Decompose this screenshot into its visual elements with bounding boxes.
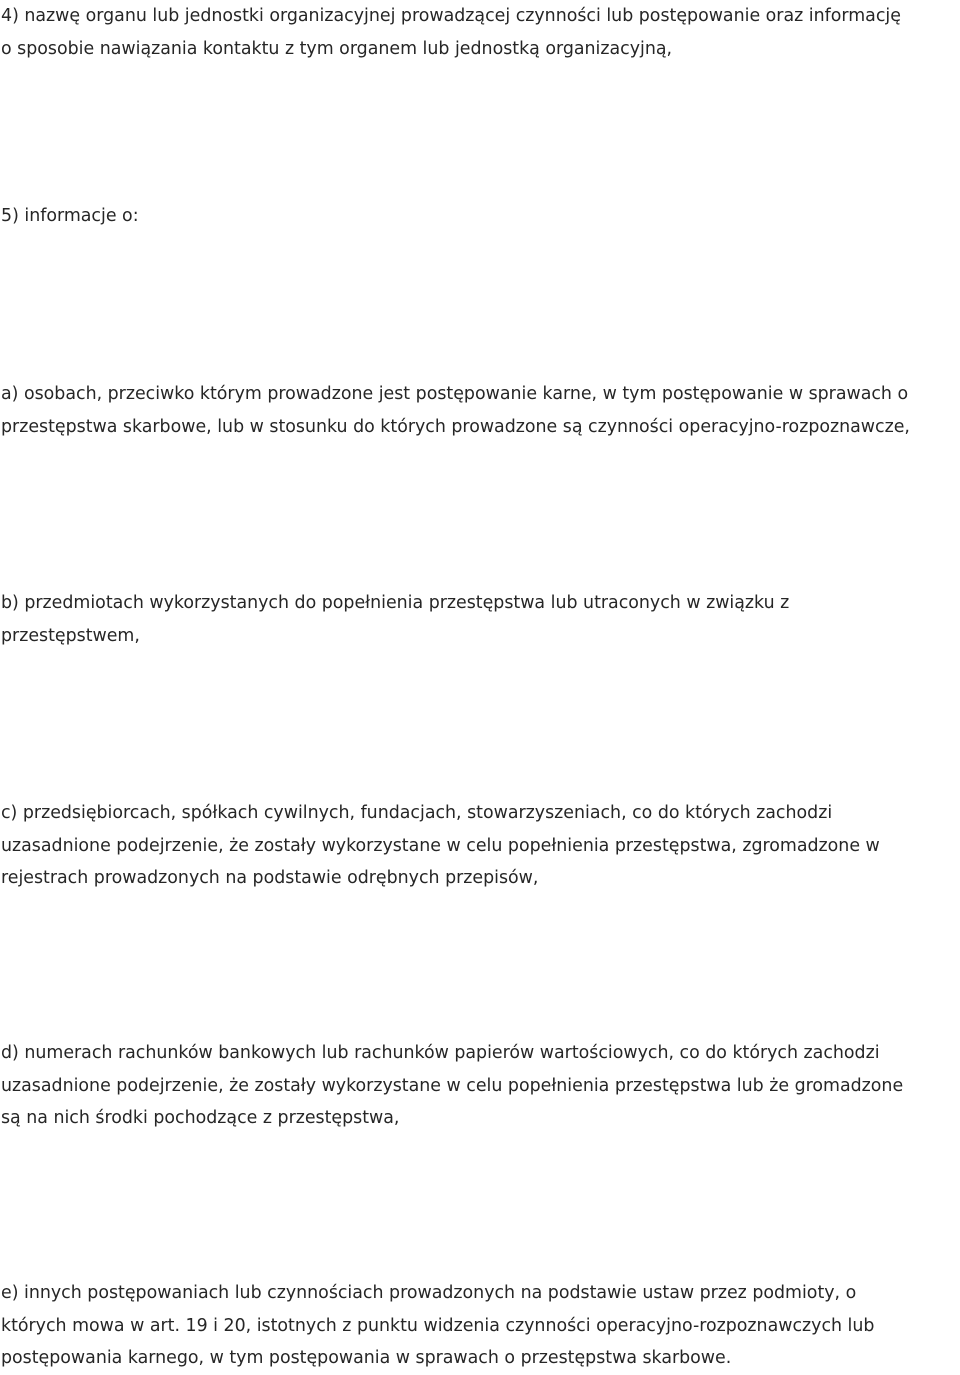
- text-line: rejestrach prowadzonych na podstawie odrębnych przepisów,: [1, 868, 539, 889]
- text-line: są na nich środki pochodzące z przestępstwa,: [1, 1108, 400, 1129]
- paragraph-item-4: [1, 0, 959, 65]
- paragraph-item-e: [1, 1277, 959, 1375]
- paragraph-item-c: [1, 797, 959, 895]
- paragraph-item-5: [1, 200, 959, 233]
- text-line: postępowania karnego, w tym postępowania w sprawach o przestępstwa skarbowe.: [1, 1348, 732, 1369]
- paragraph-item-d: [1, 1037, 959, 1135]
- text-line: b) przedmiotach wykorzystanych do popełnienia przestępstwa lub utraconych w związku z: [1, 593, 790, 613]
- text-line: uzasadnione podejrzenie, że zostały wykorzystane w celu popełnienia przestępstwa, zgromadzone w: [1, 835, 880, 856]
- text-line: 4) nazwę organu lub jednostki organizacyjnej prowadzącej czynności lub postępowanie oraz informację: [1, 6, 901, 26]
- text-line: c) przedsiębiorcach, spółkach cywilnych, fundacjach, stowarzyszeniach, co do których zachodzi: [1, 803, 833, 823]
- text-line: 5) informacje o:: [1, 206, 139, 226]
- text-line: e) innych postępowaniach lub czynnościach prowadzonych na podstawie ustaw przez podmioty, o: [1, 1283, 857, 1303]
- text-line: o sposobie nawiązania kontaktu z tym organem lub jednostką organizacyjną,: [1, 38, 673, 59]
- paragraph-item-a: [1, 378, 959, 443]
- text-line: przestępstwa skarbowe, lub w stosunku do których prowadzone są czynności operacyjno-rozpoznawcze,: [1, 416, 910, 437]
- text-line: d) numerach rachunków bankowych lub rachunków papierów wartościowych, co do których zachodzi: [1, 1043, 880, 1063]
- text-line: których mowa w art. 19 i 20, istotnych z punktu widzenia czynności operacyjno-rozpoznawczych lub: [1, 1315, 875, 1336]
- text-line: przestępstwem,: [1, 625, 140, 646]
- paragraph-item-b: [1, 587, 959, 652]
- text-line: a) osobach, przeciwko którym prowadzone jest postępowanie karne, w tym postępowanie w sprawach o: [1, 384, 909, 404]
- text-line: uzasadnione podejrzenie, że zostały wykorzystane w celu popełnienia przestępstwa lub że gromadzone: [1, 1075, 904, 1096]
